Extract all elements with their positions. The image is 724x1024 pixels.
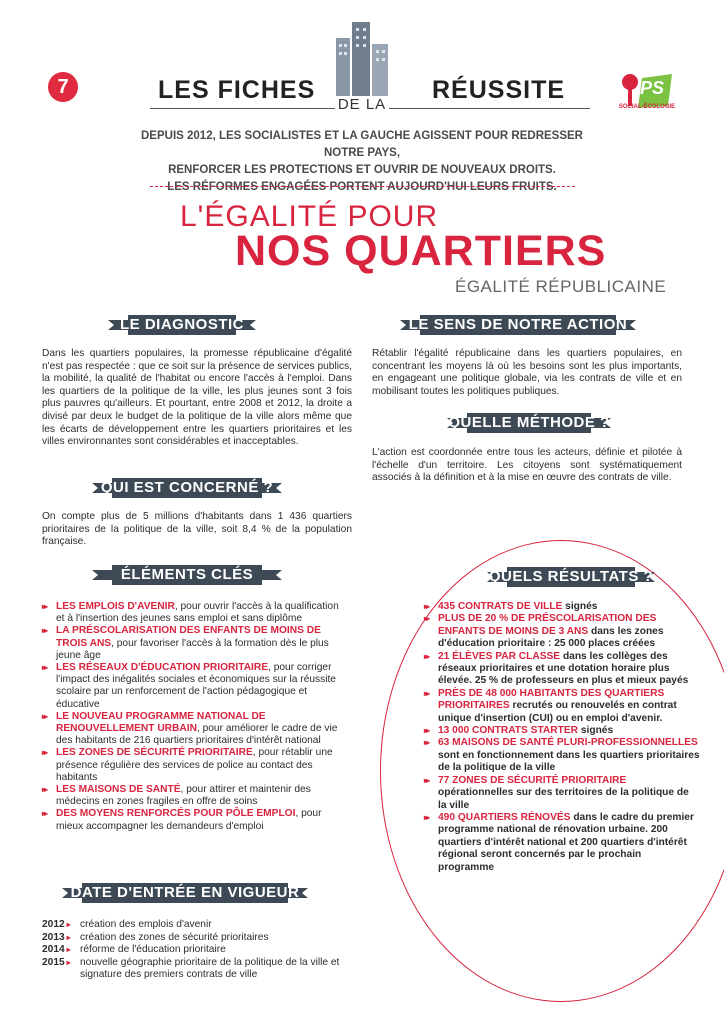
list-item: ▸▸ LA PRÉSCOLARISATION DES ENFANTS DE MOINS DE TROIS ANS, pour favoriser l'accès à la formation dès le plus jeune âge [42, 625, 329, 661]
header-right-word: RÉUSSITE [432, 76, 566, 104]
list-item: ▸▸ LES MAISONS DE SANTÉ, pour attirer et maintenir des médecins en zones fragiles en offre de soins [42, 784, 311, 808]
ps-logo-text: PS [640, 78, 665, 98]
methode-heading: QUELLE MÉTHODE ? [448, 414, 610, 431]
list-item: ▸▸ PRÈS DE 48 000 HABITANTS DES QUARTIERS PRIORITAIRES recrutés ou renouvelés en contrat unique d'insertion (CUI) ou en emploi d'avenir. [424, 687, 677, 724]
sens-text: Rétablir l'égalité républicaine dans les quartiers populaires, en concentrant les moyens là où les besoins sont les plus importants, en engageant une politique globale, via les contrats de ville et en mobilisant toutes les politiques publiques. [372, 348, 682, 397]
concerne-heading: QUI EST CONCERNÉ ? [92, 478, 282, 498]
list-item: ▸▸ 13 000 CONTRATS STARTER signés [424, 725, 614, 737]
ps-logo-subtitle: SOCIAL-ÉCOLOGIE [618, 104, 676, 110]
buildings-icon [330, 18, 394, 98]
elements-list [42, 601, 342, 833]
date-row: 2012 ▸ création des emplois d'avenir [42, 919, 212, 930]
title-subtitle: ÉGALITÉ RÉPUBLICAINE [455, 277, 667, 296]
date-row: 2013 ▸ création des zones de sécurité prioritaires [42, 931, 269, 943]
list-item: ▸▸ 490 QUARTIERS RÉNOVÉS dans le cadre du premier programme national de rénovation urbaine. 200 quartiers d'intérêt national et 200 quartiers d'intérêt régional seront concernés par le prochain programme [424, 811, 694, 873]
header-left-word: LES FICHES [158, 76, 316, 104]
list-item: ▸▸ LES RÉSEAUX D'ÉDUCATION PRIORITAIRE, pour corriger l'impact des inégalités sociales et économiques sur la réussite scolaire par un renforcement de l'action pédagogique et éducative [42, 662, 336, 710]
resultats-heading: QUELS RÉSULTATS ? [488, 568, 654, 585]
list-item: ▸▸ DES MOYENS RENFORCÉS POUR PÔLE EMPLOI, pour mieux accompagner les demandeurs d'emploi [42, 808, 322, 832]
dashed-divider [150, 186, 575, 187]
diagnostic-text: Dans les quartiers populaires, la promesse républicaine d'égalité n'est pas respectée : que ce soit sur la présence de services publics, la mobilité, la qualité de l'habitat ou encore l'accès à l'emploi. Dans les quartiers de la politique de la ville, les plus jeunes sont 3 fois plus pauvres qu'ailleurs. Et pourtant, entre 2008 et 2012, la droite a divisé par deux le budget de la politique de la ville alors même que les écarts de développement entre les quartiers prioritaires et les villes environnantes sont considérables et inacceptables. [42, 348, 352, 448]
concerne-text: On compte plus de 5 millions d'habitants dans 1 436 quartiers prioritaires de la politique de la ville, soit 8,4 % de la population française. [42, 511, 352, 548]
list-item: ▸▸ 435 CONTRATS DE VILLE signés [424, 601, 598, 612]
list-item: ▸▸ LES EMPLOIS D'AVENIR, pour ouvrir l'accès à la qualification et à l'insertion des jeunes sans emploi et sans diplôme [42, 601, 339, 625]
list-item: ▸▸ PLUS DE 20 % DE PRÉSCOLARISATION DES ENFANTS DE MOINS DE 3 ANS dans les zones d'éducation prioritaire : 25 000 places créées [424, 613, 664, 650]
methode-text: L'action est coordonnée entre tous les acteurs, définie et pilotée à l'échelle d'un territoire. Les citoyens sont systématiquement associés à la définition et à la mise en œuvre des contrats de ville. [372, 447, 682, 484]
list-item: ▸▸ 63 MAISONS DE SANTÉ PLURI-PROFESSIONNELLES sont en fonctionnement dans les quartiers prioritaires de la politique de la ville [424, 737, 700, 774]
date-row: 2014 ▸ réforme de l'éducation prioritaire [42, 944, 226, 956]
list-item: ▸▸ LES ZONES DE SÉCURITÉ PRIORITAIRE, pour rétablir une présence régulière des services de police au contact des habitants [42, 747, 333, 783]
dates-list [42, 919, 352, 982]
intro-text: DEPUIS 2012, LES SOCIALISTES ET LA GAUCHE AGISSENT POUR REDRESSER NOTRE PAYS, RENFORCER LES PROTECTIONS ET OUVRIR DE NOUVEAUX DROITS. LES RÉFORMES ENGAGÉES PORTENT AUJOURD'HUI LEURS FRUITS. [141, 130, 583, 193]
elements-heading: ÉLÉMENTS CLÉS [92, 565, 282, 585]
sens-heading: LE SENS DE NOTRE ACTION [400, 315, 636, 335]
resultats-list [424, 601, 700, 874]
title-line-1: L'ÉGALITÉ POUR [180, 200, 439, 233]
header-middle-word: DE LA [335, 96, 389, 113]
dates-heading: DATE D'ENTRÉE EN VIGUEUR [62, 883, 308, 903]
list-item: ▸▸ 21 ÉLÈVES PAR CLASSE dans les collèges des réseaux prioritaires et une dotation horaire plus élevée. 25 % de professeurs en plus et mieux payés [424, 650, 689, 687]
list-item: ▸▸ 77 ZONES DE SÉCURITÉ PRIORITAIRE opérationnelles sur des territoires de la politique de la ville [424, 774, 689, 811]
diagnostic-heading: LE DIAGNOSTIC [108, 315, 256, 335]
page-number-badge: 7 [48, 72, 78, 102]
list-item: ▸▸ LE NOUVEAU PROGRAMME NATIONAL DE RENOUVELLEMENT URBAIN, pour améliorer le cadre de vie des habitants de 216 quartiers prioritaires d'intérêt national [42, 710, 338, 747]
title-line-2: NOS QUARTIERS [235, 227, 607, 275]
date-row: 2015 ▸ nouvelle géographie prioritaire de la politique de la ville et signature des premiers contrats de ville [42, 956, 340, 981]
